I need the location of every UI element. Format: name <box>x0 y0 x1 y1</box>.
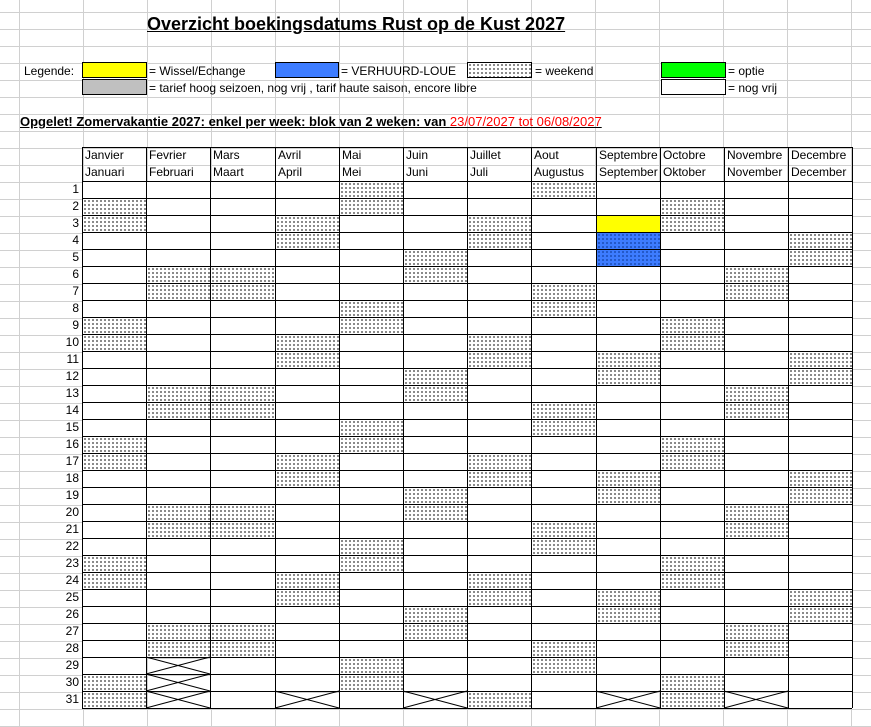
invalid-date-cross <box>724 691 788 708</box>
legend-weekend-text: = weekend <box>535 64 594 78</box>
month-header-fr[interactable]: Aout <box>534 148 559 162</box>
legend-tarief-text: = tarief hoog seizoen, nog vrij , tarif haute saison, encore libre <box>149 81 477 95</box>
month-header-nl[interactable]: Januari <box>85 165 125 179</box>
grid-lines <box>82 147 854 710</box>
legend-vrij-text: = nog vrij <box>728 81 778 95</box>
day-number: 1 <box>72 182 79 196</box>
legend-wissel-text: = Wissel/Echange <box>149 64 246 78</box>
sheet-title: Overzicht boekingsdatums Rust op de Kust 2027 <box>147 14 566 34</box>
day-number: 16 <box>65 437 79 451</box>
day-number: 19 <box>65 488 79 502</box>
month-header-nl[interactable]: December <box>791 165 847 179</box>
day-number: 12 <box>65 369 79 383</box>
invalid-date-cross <box>146 674 210 691</box>
day-number: 28 <box>65 641 79 655</box>
month-header-nl[interactable]: Mei <box>342 165 362 179</box>
legend-swatch-optie <box>661 62 726 78</box>
day-number: 20 <box>65 505 79 519</box>
month-header-fr[interactable]: Septembre <box>599 148 658 162</box>
day-number: 17 <box>65 454 79 468</box>
legend-optie-text: = optie <box>728 64 765 78</box>
day-number: 8 <box>72 301 79 315</box>
month-header-fr[interactable]: Mai <box>342 148 362 162</box>
day-number: 21 <box>65 522 79 536</box>
legend-label: Legende: <box>24 64 75 78</box>
month-header-nl[interactable]: Oktober <box>663 165 706 179</box>
invalid-date-cross <box>146 691 210 708</box>
invalid-date-cross <box>146 657 210 674</box>
month-header-nl[interactable]: Juli <box>470 165 489 179</box>
legend-swatch-weekend <box>467 62 532 78</box>
day-number: 31 <box>65 692 79 706</box>
month-header-fr[interactable]: Juillet <box>470 148 501 162</box>
day-number: 11 <box>66 352 79 366</box>
legend-swatch-tarief <box>82 79 147 95</box>
month-header-nl[interactable]: Februari <box>149 165 194 179</box>
day-number: 7 <box>72 284 79 298</box>
day-number: 4 <box>72 233 79 247</box>
month-header-fr[interactable]: Janvier <box>85 148 124 162</box>
day-number: 22 <box>65 539 79 553</box>
month-header-fr[interactable]: Decembre <box>791 148 847 162</box>
month-header-fr[interactable]: Mars <box>213 148 240 162</box>
month-header-fr[interactable]: Fevrier <box>149 148 187 162</box>
legend-swatch-verhuurd <box>275 62 339 78</box>
month-header-nl[interactable]: September <box>599 165 658 179</box>
month-header-nl[interactable]: April <box>278 165 303 179</box>
day-number: 15 <box>65 420 79 434</box>
day-number: 27 <box>65 624 79 638</box>
day-number: 3 <box>72 216 79 230</box>
summer-notice <box>20 114 602 129</box>
day-number: 26 <box>65 607 79 621</box>
legend-swatch-vrij <box>661 79 726 95</box>
day-number: 2 <box>72 199 79 213</box>
invalid-date-cross <box>275 691 339 708</box>
day-number: 18 <box>65 471 79 485</box>
month-header-fr[interactable]: Octobre <box>663 148 706 162</box>
summer-notice-dates: 23/07/2027 tot 06/08/2027 <box>449 114 602 129</box>
month-header-nl[interactable]: Augustus <box>534 165 585 179</box>
invalid-date-cross <box>596 691 660 708</box>
legend-verhuurd-text: = VERHUURD-LOUE <box>341 64 457 78</box>
day-number: 25 <box>65 590 79 604</box>
month-header-fr[interactable]: Novembre <box>727 148 783 162</box>
day-number: 23 <box>65 556 79 570</box>
day-number: 29 <box>65 658 79 672</box>
day-number: 6 <box>72 267 79 281</box>
legend-swatch-wissel <box>82 62 147 78</box>
day-number: 10 <box>65 335 79 349</box>
month-header-nl[interactable]: Maart <box>213 165 244 179</box>
summer-notice-text: Opgelet! Zomervakantie 2027: enkel per week: blok van 2 weken: van <box>20 114 450 129</box>
day-number: 24 <box>65 573 79 587</box>
day-number: 5 <box>72 250 79 264</box>
month-header-fr[interactable]: Avril <box>278 148 302 162</box>
day-number: 14 <box>65 403 79 417</box>
month-header-nl[interactable]: November <box>727 165 783 179</box>
day-number: 13 <box>65 386 79 400</box>
day-number: 9 <box>72 318 79 332</box>
invalid-date-cross <box>403 691 467 708</box>
month-header-nl[interactable]: Juni <box>406 165 429 179</box>
month-header-fr[interactable]: Juin <box>406 148 429 162</box>
day-number: 30 <box>65 675 79 689</box>
